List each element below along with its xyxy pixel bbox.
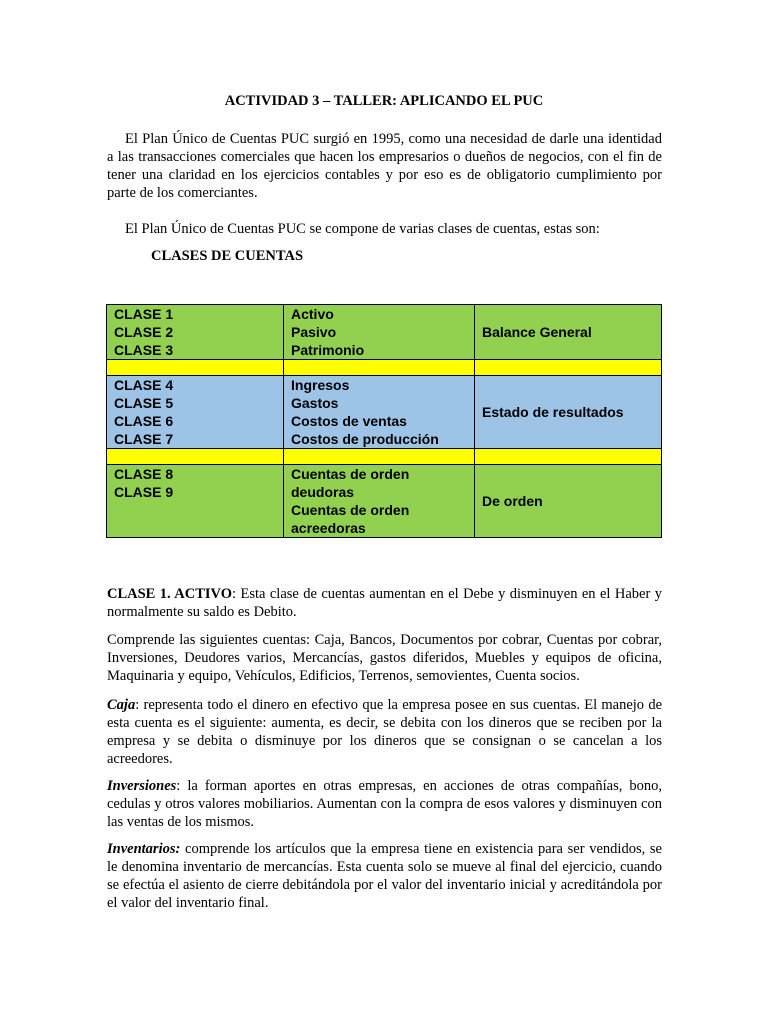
clase1-paragraph xyxy=(107,585,662,621)
inventarios-paragraph xyxy=(107,840,662,912)
separator-cell xyxy=(475,360,662,376)
account-label: Pasivo xyxy=(291,324,337,340)
account-label: Cuentas de orden xyxy=(291,466,410,482)
class-cell xyxy=(107,465,284,538)
table-separator-row xyxy=(107,360,662,376)
class-label: CLASE 4 xyxy=(114,377,174,393)
comprende-paragraph: Comprende las siguientes cuentas: Caja, Bancos, Documentos por cobrar, Cuentas por cobrar, Inversiones, Deudores varios, Mercancías, gastos diferidos, Muebles y equipos de oficina, Maquinaria y equipo, Vehículos, Edificios, Terrenos, semovientes, Cuenta socios. xyxy=(107,632,662,684)
separator-cell xyxy=(475,449,662,465)
inversiones-paragraph xyxy=(107,777,662,831)
account-label: Activo xyxy=(291,306,334,322)
account-label: Costos de ventas xyxy=(291,413,407,429)
account-label: Gastos xyxy=(291,395,339,411)
table-row-balance xyxy=(107,305,662,360)
page-title: ACTIVIDAD 3 – TALLER: APLICANDO EL PUC xyxy=(224,93,544,109)
statement-cell: Balance General xyxy=(475,305,662,360)
section-heading: CLASES DE CUENTAS xyxy=(151,248,304,264)
caja-paragraph xyxy=(107,696,662,768)
account-cell xyxy=(284,376,475,449)
table-row-results xyxy=(107,376,662,449)
class-label: CLASE 3 xyxy=(114,342,174,358)
class-label: CLASE 5 xyxy=(114,395,174,411)
class-label: CLASE 7 xyxy=(114,431,174,447)
statement-cell: De orden xyxy=(475,465,662,538)
account-cell xyxy=(284,465,475,538)
caja-text: : representa todo el dinero en efectivo que la empresa posee en sus cuentas. El manejo de esta cuenta es el siguiente: aumenta, es decir, se debita con los dineros que se reciben por la empresa y se debita o disminuye por los dineros que se consignan o se cancelan a los acreedores. xyxy=(107,697,662,767)
compose-paragraph: El Plan Único de Cuentas PUC se compone de varias clases de cuentas, estas son: xyxy=(125,221,600,237)
inversiones-term: Inversiones xyxy=(107,778,177,794)
inventarios-term: Inventarios: xyxy=(107,841,181,857)
class-label: CLASE 6 xyxy=(114,413,174,429)
caja-term: Caja xyxy=(107,697,136,713)
class-cell xyxy=(107,376,284,449)
account-classes-table xyxy=(106,304,662,538)
class-label: CLASE 2 xyxy=(114,324,174,340)
clase1-heading: CLASE 1. ACTIVO xyxy=(107,586,232,602)
clase1-text: : Esta clase de cuentas aumentan en el Debe y disminuyen en el Haber y normalmente su saldo es Debito. xyxy=(107,586,662,620)
class-cell xyxy=(107,305,284,360)
account-label: acreedoras xyxy=(291,520,366,536)
inventarios-text: comprende los artículos que la empresa tiene en existencia para ser vendidos, se le denomina inventario de mercancías. Esta cuenta solo se mueve al final del ejercicio, cuando se efectúa el asiento de cierre debitándola por el valor del inventario inicial y acreditándola por el valor del inventario final. xyxy=(107,841,662,911)
inversiones-text: : la forman aportes en otras empresas, en acciones de otras compañías, bono, cedulas y otros valores mobiliarios. Aumentan con la compra de esos valores y disminuyen con las ventas de los mismos. xyxy=(107,778,662,830)
intro-paragraph: El Plan Único de Cuentas PUC surgió en 1995, como una necesidad de darle una identidad a las transacciones comerciales que hacen los empresarios o dueños de negocios, con el fin de tener una claridad en los ejercicios contables y por eso es de obligatorio cumplimiento por parte de los comerciantes. xyxy=(107,131,662,201)
account-label: Cuentas de orden xyxy=(291,502,410,518)
account-label: deudoras xyxy=(291,484,355,500)
account-cell xyxy=(284,305,475,360)
separator-cell xyxy=(107,360,284,376)
class-label: CLASE 1 xyxy=(114,306,174,322)
account-label: Ingresos xyxy=(291,377,350,393)
statement-cell: Estado de resultados xyxy=(475,376,662,449)
table-row-order xyxy=(107,465,662,538)
class-label: CLASE 8 xyxy=(114,466,174,482)
account-label: Patrimonio xyxy=(291,342,365,358)
table-separator-row xyxy=(107,449,662,465)
class-label: CLASE 9 xyxy=(114,484,174,500)
separator-cell xyxy=(107,449,284,465)
separator-cell xyxy=(284,360,475,376)
account-label: Costos de producción xyxy=(291,431,439,447)
separator-cell xyxy=(284,449,475,465)
